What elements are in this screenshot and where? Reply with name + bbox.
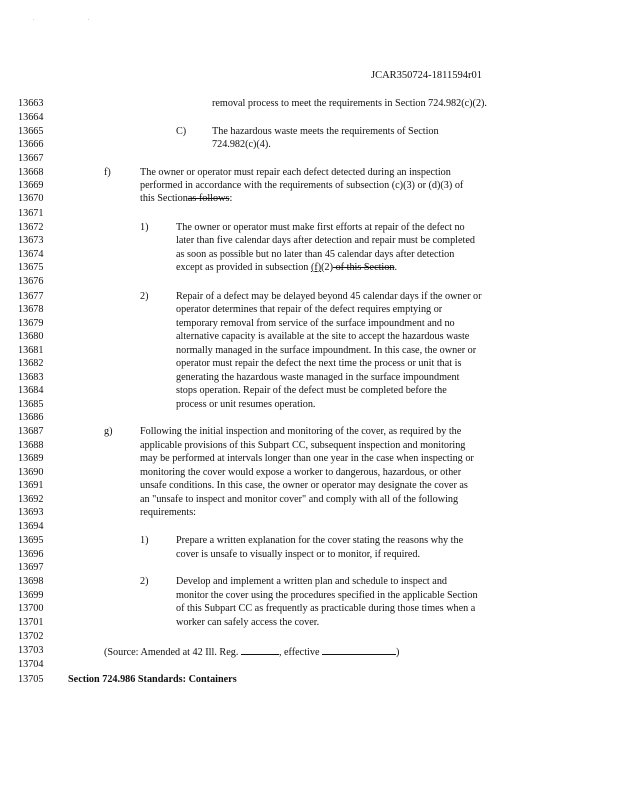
text-line: requirements:: [140, 507, 197, 518]
text-line: applicable provisions of this Subpart CC, subsequent inspection and monitoring: [140, 440, 466, 451]
text-line: [140, 193, 232, 205]
text-line: temporary removal from service of the surface impoundment and no: [176, 318, 455, 329]
line-number: 13677: [18, 291, 44, 302]
text-line: operator determines that repair of the defect requires emptying or: [176, 304, 443, 315]
text-run: except as provided in subsection: [176, 262, 311, 273]
text-run: (Source: Amended at 42 Ill. Reg.: [104, 647, 241, 658]
text-line: Prepare a written explanation for the cover stating the reasons why the: [176, 535, 464, 546]
item-label-1: 1): [140, 535, 149, 546]
text-run: this Section: [140, 193, 188, 204]
text-run: ): [396, 647, 400, 658]
line-number: 13680: [18, 331, 44, 342]
item-label-1: 1): [140, 222, 149, 233]
line-number: 13690: [18, 467, 44, 478]
text-line: 724.982(c)(4).: [212, 139, 271, 150]
text-line: Following the initial inspection and monitoring of the cover, as required by the: [140, 426, 462, 437]
line-number: 13675: [18, 262, 44, 273]
line-number: 13691: [18, 480, 44, 491]
text-line: as soon as possible but no later than 45 calendar days after detection: [176, 249, 455, 260]
text-line: worker can safely access the cover.: [176, 617, 320, 628]
text-run: .: [394, 262, 397, 273]
line-number: 13665: [18, 126, 44, 137]
text-line: normally managed in the surface impoundment. In this case, the owner or: [176, 345, 477, 356]
text-line: may be performed at intervals longer than one year in the case when inspecting or: [140, 453, 474, 464]
section-heading: Section 724.986 Standards: Containers: [68, 674, 237, 685]
line-number: 13689: [18, 453, 44, 464]
line-number: 13693: [18, 507, 44, 518]
line-number: 13673: [18, 235, 44, 246]
line-number: 13664: [18, 112, 44, 123]
item-label-c: C): [176, 126, 187, 137]
line-number: 13688: [18, 440, 44, 451]
line-number: 13692: [18, 494, 44, 505]
line-number: 13674: [18, 249, 44, 260]
text-line: cover is unsafe to visually inspect or to monitor, if required.: [176, 549, 421, 560]
line-number: 13700: [18, 603, 44, 614]
line-number: 13676: [18, 276, 44, 287]
line-number: 13684: [18, 385, 44, 396]
text-line: an "unsafe to inspect and monitor cover" and comply with all of the following: [140, 494, 459, 505]
text-line: process or unit resumes operation.: [176, 399, 316, 410]
text-line: stops operation. Repair of the defect must be completed before the: [176, 385, 447, 396]
line-number: 13682: [18, 358, 44, 369]
text-line: Develop and implement a written plan and schedule to inspect and: [176, 576, 448, 587]
blank-line: [322, 645, 396, 655]
line-number: 13685: [18, 399, 44, 410]
line-number: 13702: [18, 631, 44, 642]
line-number: 13695: [18, 535, 44, 546]
line-number: 13666: [18, 139, 44, 150]
item-label-2: 2): [140, 576, 149, 587]
text-line: removal process to meet the requirements in Section 724.982(c)(2).: [212, 98, 487, 109]
line-number: 13671: [18, 208, 44, 219]
line-number: 13697: [18, 562, 44, 573]
line-number: 13694: [18, 521, 44, 532]
line-number: 13704: [18, 659, 44, 670]
item-label-2: 2): [140, 291, 149, 302]
text-line: of this Subpart CC as frequently as practicable during those times when a: [176, 603, 476, 614]
line-number: 13699: [18, 590, 44, 601]
line-number: 13696: [18, 549, 44, 560]
line-number: 13687: [18, 426, 44, 437]
line-number: 13668: [18, 167, 44, 178]
subsection-label-f: f): [104, 167, 111, 178]
line-number: 13683: [18, 372, 44, 383]
text-line: unsafe conditions. In this case, the owner or operator may designate the cover as: [140, 480, 468, 491]
text-run: (2): [321, 262, 334, 273]
text-line: operator must repair the defect the next time the process or unit that is: [176, 358, 462, 369]
line-number: 13672: [18, 222, 44, 233]
line-number: 13667: [18, 153, 44, 164]
struck-text: as follows: [187, 193, 230, 204]
inserted-text: (f): [310, 262, 322, 273]
line-number: 13678: [18, 304, 44, 315]
line-number: 13701: [18, 617, 44, 628]
line-number: 13670: [18, 193, 44, 204]
text-line: The owner or operator must make first efforts at repair of the defect no: [176, 222, 465, 233]
subsection-label-g: g): [104, 426, 113, 437]
text-line: alternative capacity is available at the site to accept the hazardous waste: [176, 331, 470, 342]
source-note: [104, 645, 399, 657]
line-number: 13698: [18, 576, 44, 587]
text-run: :: [229, 193, 233, 204]
text-line: later than five calendar days after detection and repair must be completed: [176, 235, 475, 246]
struck-text: of this Section: [333, 262, 395, 273]
line-number: 13663: [18, 98, 44, 109]
line-number: 13686: [18, 412, 44, 423]
blank-line: [241, 645, 279, 655]
text-line: generating the hazardous waste managed in the surface impoundment: [176, 372, 460, 383]
corner-marks: . .: [33, 16, 116, 22]
text-line: Repair of a defect may be delayed beyond 45 calendar days if the owner or: [176, 291, 482, 302]
document-id: JCAR350724-1811594r01: [371, 70, 483, 81]
text-line: [176, 262, 397, 274]
line-number: 13705: [18, 674, 44, 685]
text-line: monitoring the cover would expose a worker to dangerous, hazardous, or other: [140, 467, 462, 478]
line-number: 13703: [18, 645, 44, 656]
text-line: performed in accordance with the requirements of subsection (c)(3) or (d)(3) of: [140, 180, 464, 191]
line-number: 13669: [18, 180, 44, 191]
text-line: The owner or operator must repair each defect detected during an inspection: [140, 167, 451, 178]
text-line: monitor the cover using the procedures specified in the applicable Section: [176, 590, 478, 601]
line-number: 13681: [18, 345, 44, 356]
line-number: 13679: [18, 318, 44, 329]
text-line: The hazardous waste meets the requirements of Section: [212, 126, 439, 137]
text-run: , effective: [278, 647, 323, 658]
